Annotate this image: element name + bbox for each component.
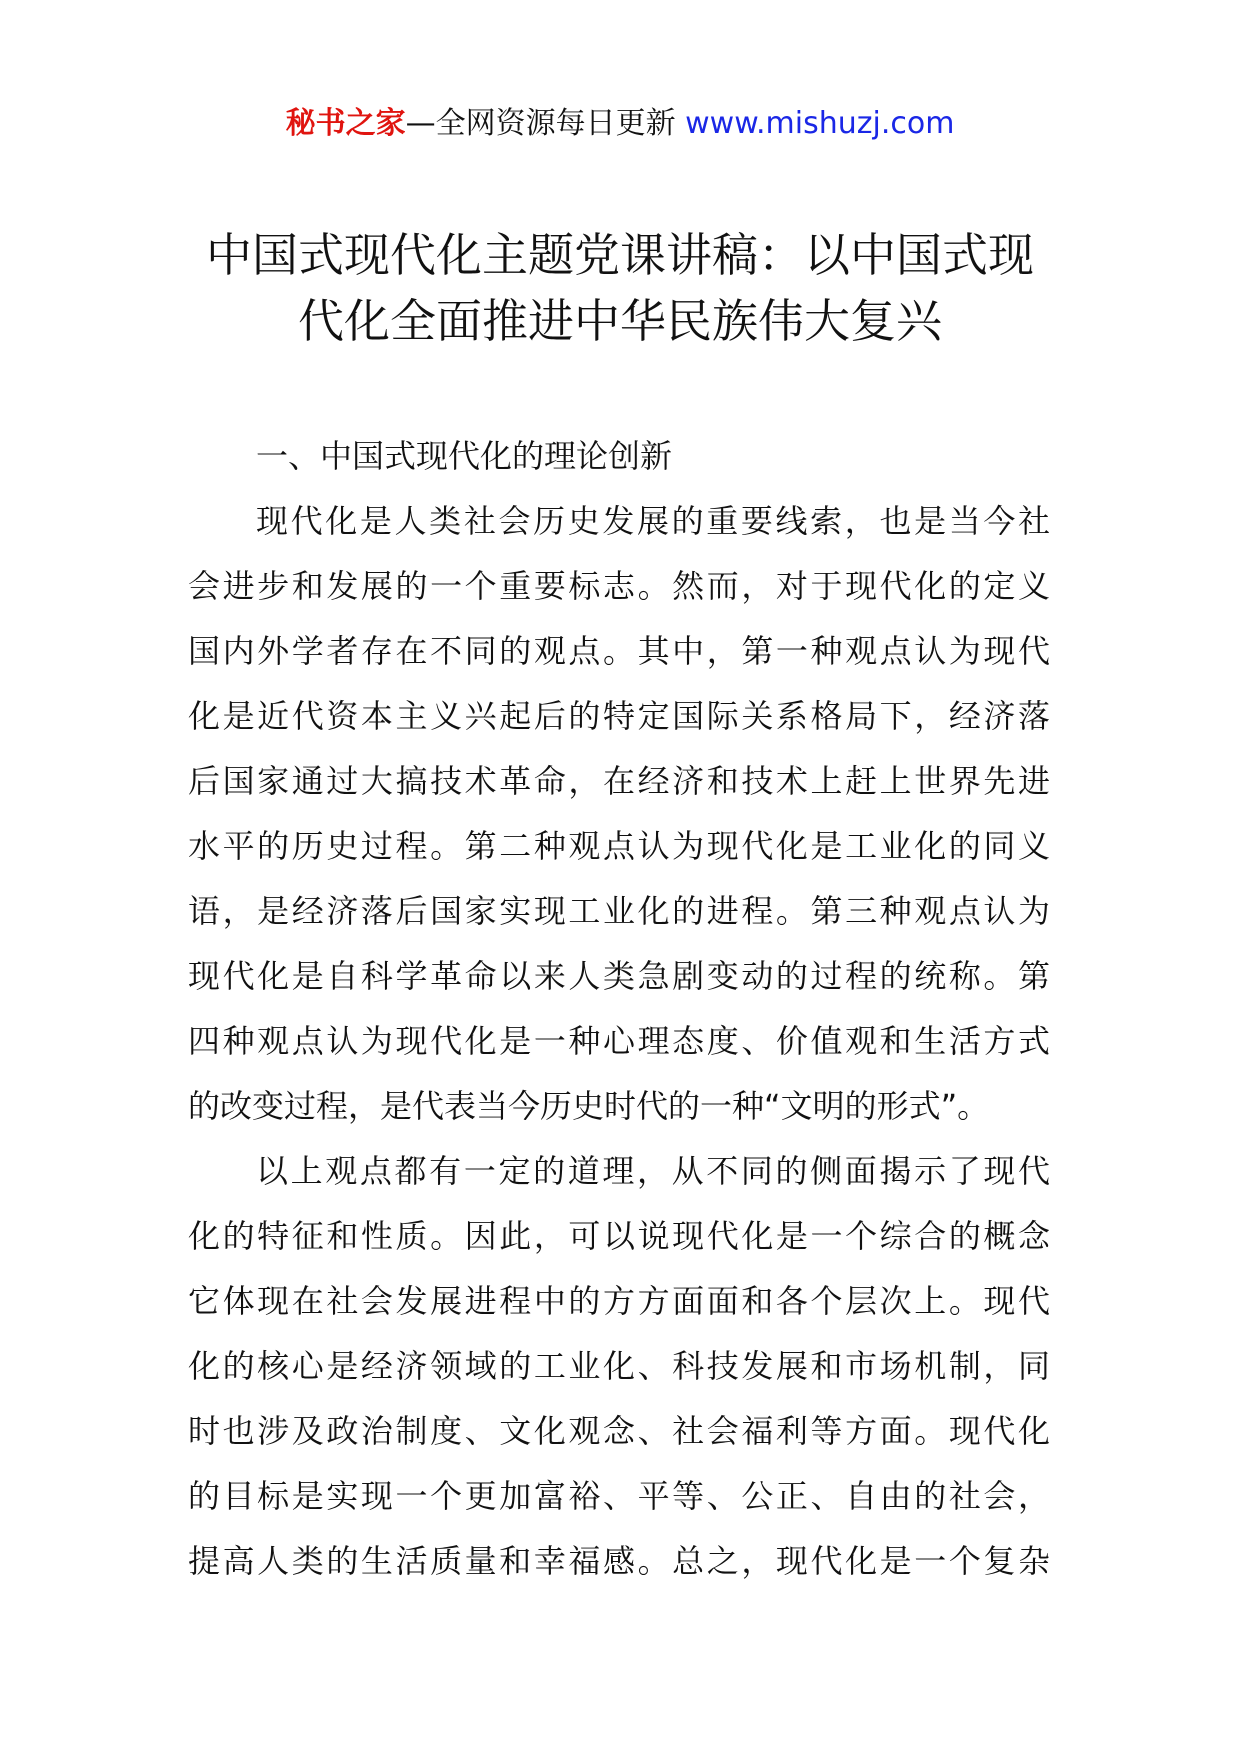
paragraph-line: 以上观点都有一定的道理，从不同的侧面揭示了现代 [256,1152,1050,1190]
site-brand[interactable]: 秘书之家 [285,106,406,141]
paragraph-line: 国内外学者存在不同的观点。其中，第一种观点认为现代 [188,632,1050,670]
paragraph-line: 后国家通过大搞技术革命，在经济和技术上赶上世界先进 [188,762,1050,800]
site-header [0,100,1240,148]
section-heading: 一、中国式现代化的理论创新 [256,437,673,475]
paragraph-line: 会进步和发展的一个重要标志。然而，对于现代化的定义 [188,567,1050,605]
paragraph-line: 水平的历史过程。第二种观点认为现代化是工业化的同义 [188,827,1050,865]
document-body [188,424,1050,1594]
paragraph-line: 现代化是自科学革命以来人类急剧变动的过程的统称。第 [188,957,1050,995]
paragraph-line: 的目标是实现一个更加富裕、平等、公正、自由的社会， [188,1477,1050,1515]
site-url-link[interactable]: www.mishuzj.com [685,106,955,141]
site-tagline: —全网资源每日更新 [405,106,686,141]
paragraph-line: 时也涉及政治制度、文化观念、社会福利等方面。现代化 [188,1412,1050,1450]
title-line: 代化全面推进中华民族伟大复兴 [298,294,942,348]
paragraph-line: 现代化是人类社会历史发展的重要线索，也是当今社 [256,502,1050,540]
paragraph-line: 化是近代资本主义兴起后的特定国际关系格局下，经济落 [188,697,1050,735]
paragraph [188,489,1050,1139]
paragraph-line: 它体现在社会发展进程中的方方面面和各个层次上。现代 [188,1282,1050,1320]
paragraph-line: 语，是经济落后国家实现工业化的进程。第三种观点认为 [188,892,1050,930]
paragraph-line: 化的核心是经济领域的工业化、科技发展和市场机制，同 [188,1347,1050,1385]
paragraph-line: 的改变过程，是代表当今历史时代的一种“文明的形式”。 [188,1087,990,1125]
paragraph-line: 化的特征和性质。因此，可以说现代化是一个综合的概念 [188,1217,1050,1255]
paragraph-line: 提高人类的生活质量和幸福感。总之，现代化是一个复杂 [188,1542,1050,1580]
document-title [180,222,1060,354]
paragraph-line: 四种观点认为现代化是一种心理态度、价值观和生活方式 [188,1022,1050,1060]
title-line: 中国式现代化主题党课讲稿：以中国式现 [206,228,1034,282]
paragraph [188,1139,1050,1594]
